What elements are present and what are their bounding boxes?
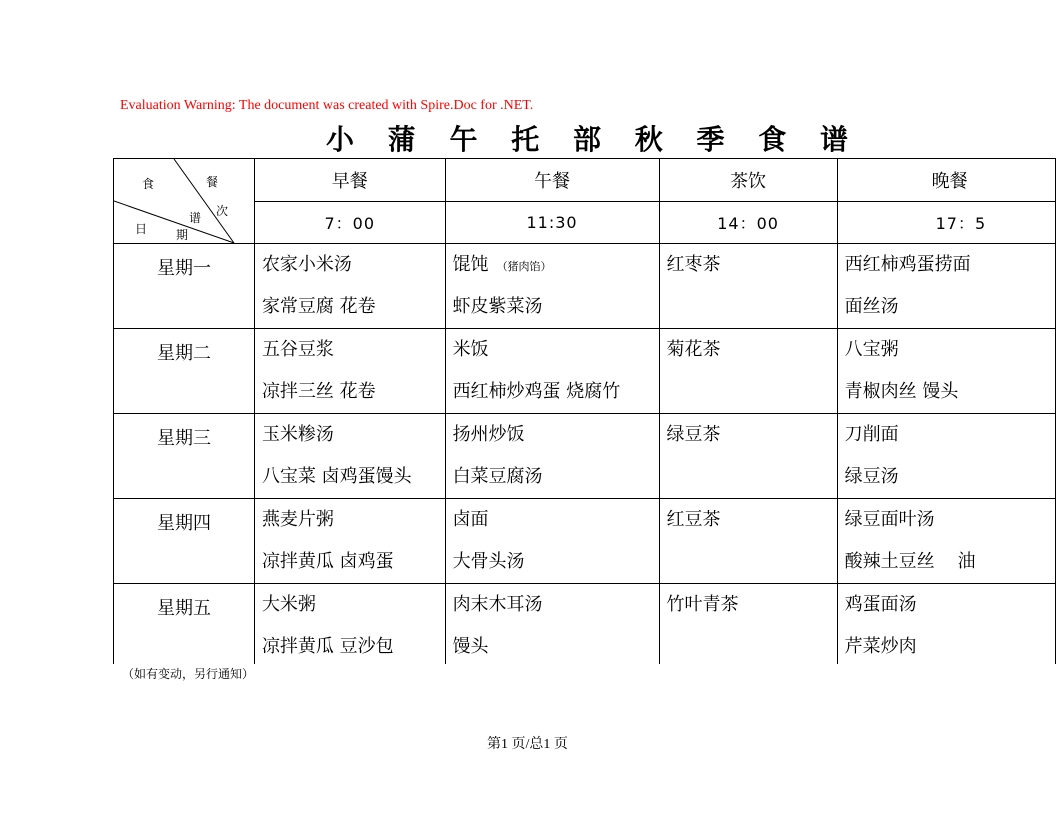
diagonal-label-ri: 日 <box>135 222 148 236</box>
lunch-item: 馄饨 <box>452 254 489 275</box>
breakfast-line-2: 凉拌黄瓜 豆沙包 <box>261 636 394 657</box>
tea-cell <box>659 414 837 499</box>
tea-cell <box>659 244 837 329</box>
header-row-times <box>114 202 1056 244</box>
breakfast-line-2: 八宝菜 卤鸡蛋馒头 <box>261 466 412 487</box>
breakfast-cell <box>254 414 445 499</box>
page-title: 小 蒲 午 托 部 秋 季 食 谱 <box>326 123 860 156</box>
lunch-cell <box>445 499 659 584</box>
lunch-line-1: 米饭 <box>452 339 489 360</box>
tea-line: 绿豆茶 <box>666 424 721 445</box>
lunch-line-2: 西红柿炒鸡蛋 烧腐竹 <box>452 381 621 402</box>
table-row <box>114 244 1056 329</box>
tea-line: 菊花茶 <box>666 339 721 360</box>
day-cell: 星期三 <box>114 414 255 499</box>
dinner-line-1: 刀削面 <box>844 424 899 445</box>
dinner-cell <box>837 584 1055 665</box>
breakfast-line-1: 五谷豆浆 <box>261 339 334 360</box>
lunch-line-2: 虾皮紫菜汤 <box>452 296 543 317</box>
breakfast-cell <box>254 584 445 665</box>
lunch-note: （猪肉馅） <box>496 260 552 273</box>
header-breakfast: 早餐 <box>254 159 445 202</box>
tea-cell <box>659 584 837 665</box>
menu-table-wrapper <box>113 158 1056 664</box>
lunch-cell <box>445 584 659 665</box>
change-notice: （如有变动，另行通知） <box>122 667 255 681</box>
day-cell: 星期一 <box>114 244 255 329</box>
table-row <box>114 329 1056 414</box>
dinner-cell <box>837 499 1055 584</box>
dinner-line-1: 鸡蛋面汤 <box>844 594 917 615</box>
dinner-line-1: 西红柿鸡蛋捞面 <box>844 254 971 275</box>
lunch-cell <box>445 329 659 414</box>
time-lunch: 11:30 <box>445 202 659 244</box>
tea-cell <box>659 329 837 414</box>
header-tea: 茶饮 <box>659 159 837 202</box>
dinner-cell <box>837 244 1055 329</box>
page-number: 第1 页/总1 页 <box>487 737 568 752</box>
breakfast-line-2: 凉拌三丝 花卷 <box>261 381 376 402</box>
lunch-line-1: 肉末木耳汤 <box>452 594 543 615</box>
table-row <box>114 584 1056 665</box>
dinner-cell <box>837 414 1055 499</box>
diagonal-label-qi: 期 <box>176 228 189 242</box>
breakfast-line-1: 农家小米汤 <box>261 254 352 275</box>
dinner-cell <box>837 329 1055 414</box>
lunch-line-1: 卤面 <box>452 509 489 530</box>
dinner-line-2: 酸辣土豆丝 油 <box>844 551 976 572</box>
tea-line: 红豆茶 <box>666 509 721 530</box>
tea-cell <box>659 499 837 584</box>
dinner-line-1: 八宝粥 <box>844 339 899 360</box>
lunch-cell <box>445 244 659 329</box>
breakfast-line-2: 家常豆腐 花卷 <box>261 296 376 317</box>
tea-line: 竹叶青茶 <box>666 594 739 615</box>
dinner-line-2: 青椒肉丝 馒头 <box>844 381 959 402</box>
time-breakfast: 7：00 <box>254 202 445 244</box>
day-cell: 星期四 <box>114 499 255 584</box>
day-cell: 星期二 <box>114 329 255 414</box>
lunch-cell <box>445 414 659 499</box>
breakfast-line-1: 燕麦片粥 <box>261 509 334 530</box>
time-tea: 14：00 <box>659 202 837 244</box>
breakfast-line-2: 凉拌黄瓜 卤鸡蛋 <box>261 551 394 572</box>
evaluation-warning: Evaluation Warning: The document was created with Spire.Doc for .NET. <box>120 98 534 113</box>
diagonal-label-ci: 次 <box>216 204 229 218</box>
diagonal-label-pu: 谱 <box>189 211 202 225</box>
table-row <box>114 414 1056 499</box>
breakfast-line-1: 玉米糁汤 <box>261 424 334 445</box>
dinner-line-2: 芹菜炒肉 <box>844 636 917 657</box>
breakfast-line-1: 大米粥 <box>261 594 316 615</box>
breakfast-cell <box>254 329 445 414</box>
dinner-line-1: 绿豆面叶汤 <box>844 509 935 530</box>
diagonal-label-can: 餐 <box>206 175 219 189</box>
lunch-line-1: 扬州炒饭 <box>452 424 525 445</box>
diagonal-header-cell <box>114 159 255 244</box>
lunch-line-2: 白菜豆腐汤 <box>452 466 543 487</box>
header-row-meals <box>114 159 1056 202</box>
header-dinner: 晚餐 <box>837 159 1055 202</box>
time-dinner: 17：5 <box>837 202 1055 244</box>
table-row <box>114 499 1056 584</box>
tea-line: 红枣茶 <box>666 254 721 275</box>
dinner-line-2: 面丝汤 <box>844 296 899 317</box>
lunch-line-2: 大骨头汤 <box>452 551 525 572</box>
breakfast-cell <box>254 499 445 584</box>
diagonal-label-shi: 食 <box>142 177 155 191</box>
day-cell: 星期五 <box>114 584 255 665</box>
dinner-line-2: 绿豆汤 <box>844 466 899 487</box>
header-lunch: 午餐 <box>445 159 659 202</box>
lunch-line-2: 馒头 <box>452 636 489 657</box>
menu-table <box>113 158 1056 664</box>
lunch-line-1 <box>446 244 659 286</box>
breakfast-cell <box>254 244 445 329</box>
